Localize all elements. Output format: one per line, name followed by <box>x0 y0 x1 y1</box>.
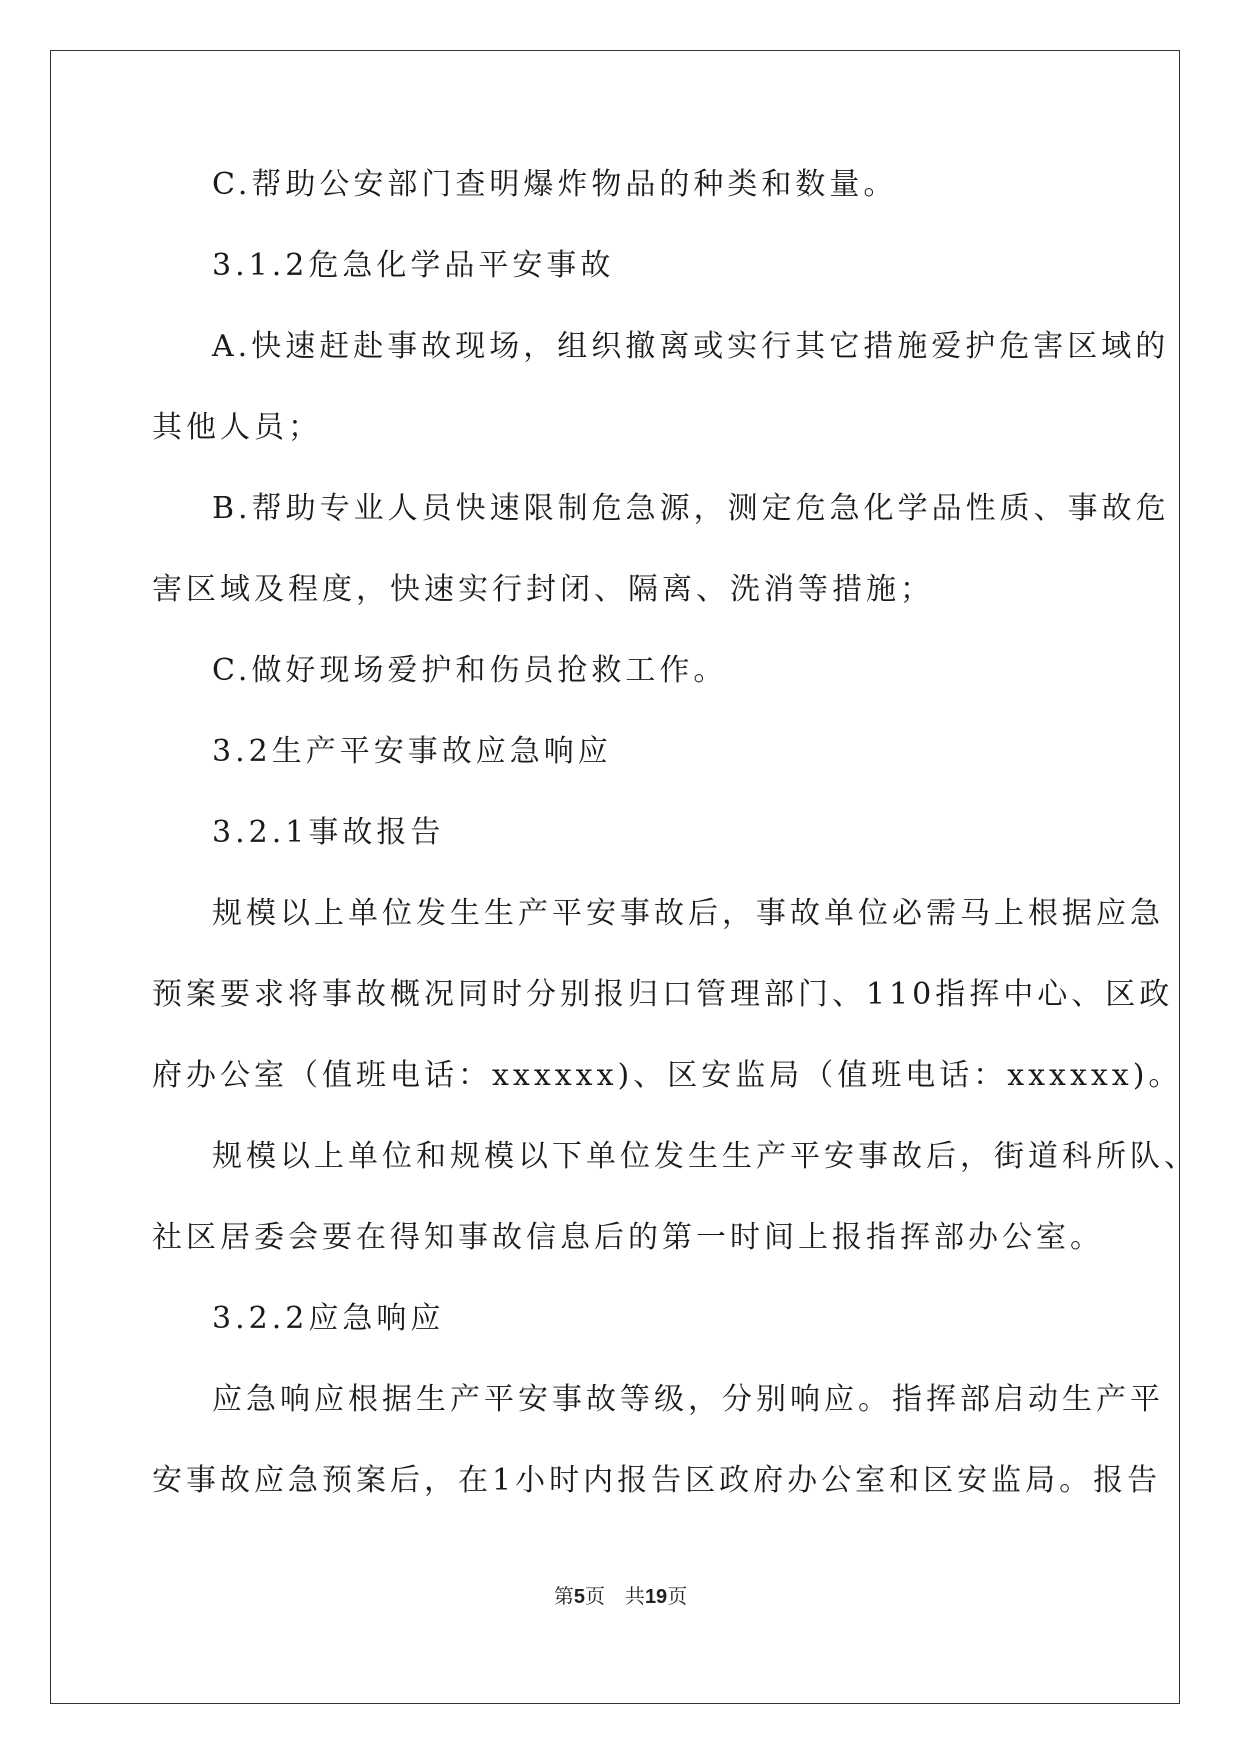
footer-suffix: 页 <box>667 1584 688 1608</box>
footer-prefix: 第 <box>553 1584 574 1608</box>
text-line: 规模以上单位和规模以下单位发生生产平安事故后，街道科所队、 <box>212 1139 1198 1174</box>
text-line: 3.2生产平安事故应急响应 <box>212 734 612 769</box>
text-line: C.做好现场爱护和伤员抢救工作。 <box>212 653 728 688</box>
text-line: 3.1.2危急化学品平安事故 <box>212 248 615 283</box>
text-line: 3.2.1事故报告 <box>212 815 445 850</box>
footer-mid: 页 共 <box>584 1584 645 1608</box>
text-line: 安事故应急预案后，在1小时内报告区政府办公室和区安监局。报告 <box>152 1463 1162 1498</box>
text-line: 府办公室（值班电话：xxxxxx)、区安监局（值班电话：xxxxxx)。 <box>152 1058 1183 1093</box>
document-body <box>152 165 1198 1542</box>
page-footer <box>0 1580 1241 1609</box>
text-line: 其他人员； <box>152 410 322 445</box>
text-line: C.帮助公安部门查明爆炸物品的种类和数量。 <box>212 167 898 202</box>
text-line: A.快速赶赴事故现场，组织撤离或实行其它措施爱护危害区域的 <box>212 329 1170 364</box>
total-page-count: 19 <box>644 1586 668 1608</box>
text-line: 规模以上单位发生生产平安事故后，事故单位必需马上根据应急 <box>212 896 1164 931</box>
current-page-number: 5 <box>573 1586 585 1608</box>
text-line: B.帮助专业人员快速限制危急源，测定危急化学品性质、事故危 <box>212 491 1170 526</box>
text-line: 社区居委会要在得知事故信息后的第一时间上报指挥部办公室。 <box>152 1220 1104 1255</box>
text-line: 预案要求将事故概况同时分别报归口管理部门、110指挥中心、区政 <box>152 977 1174 1012</box>
text-line: 害区域及程度，快速实行封闭、隔离、洗消等措施； <box>152 572 934 607</box>
text-line: 应急响应根据生产平安事故等级，分别响应。指挥部启动生产平 <box>212 1382 1164 1417</box>
text-line: 3.2.2应急响应 <box>212 1301 445 1336</box>
